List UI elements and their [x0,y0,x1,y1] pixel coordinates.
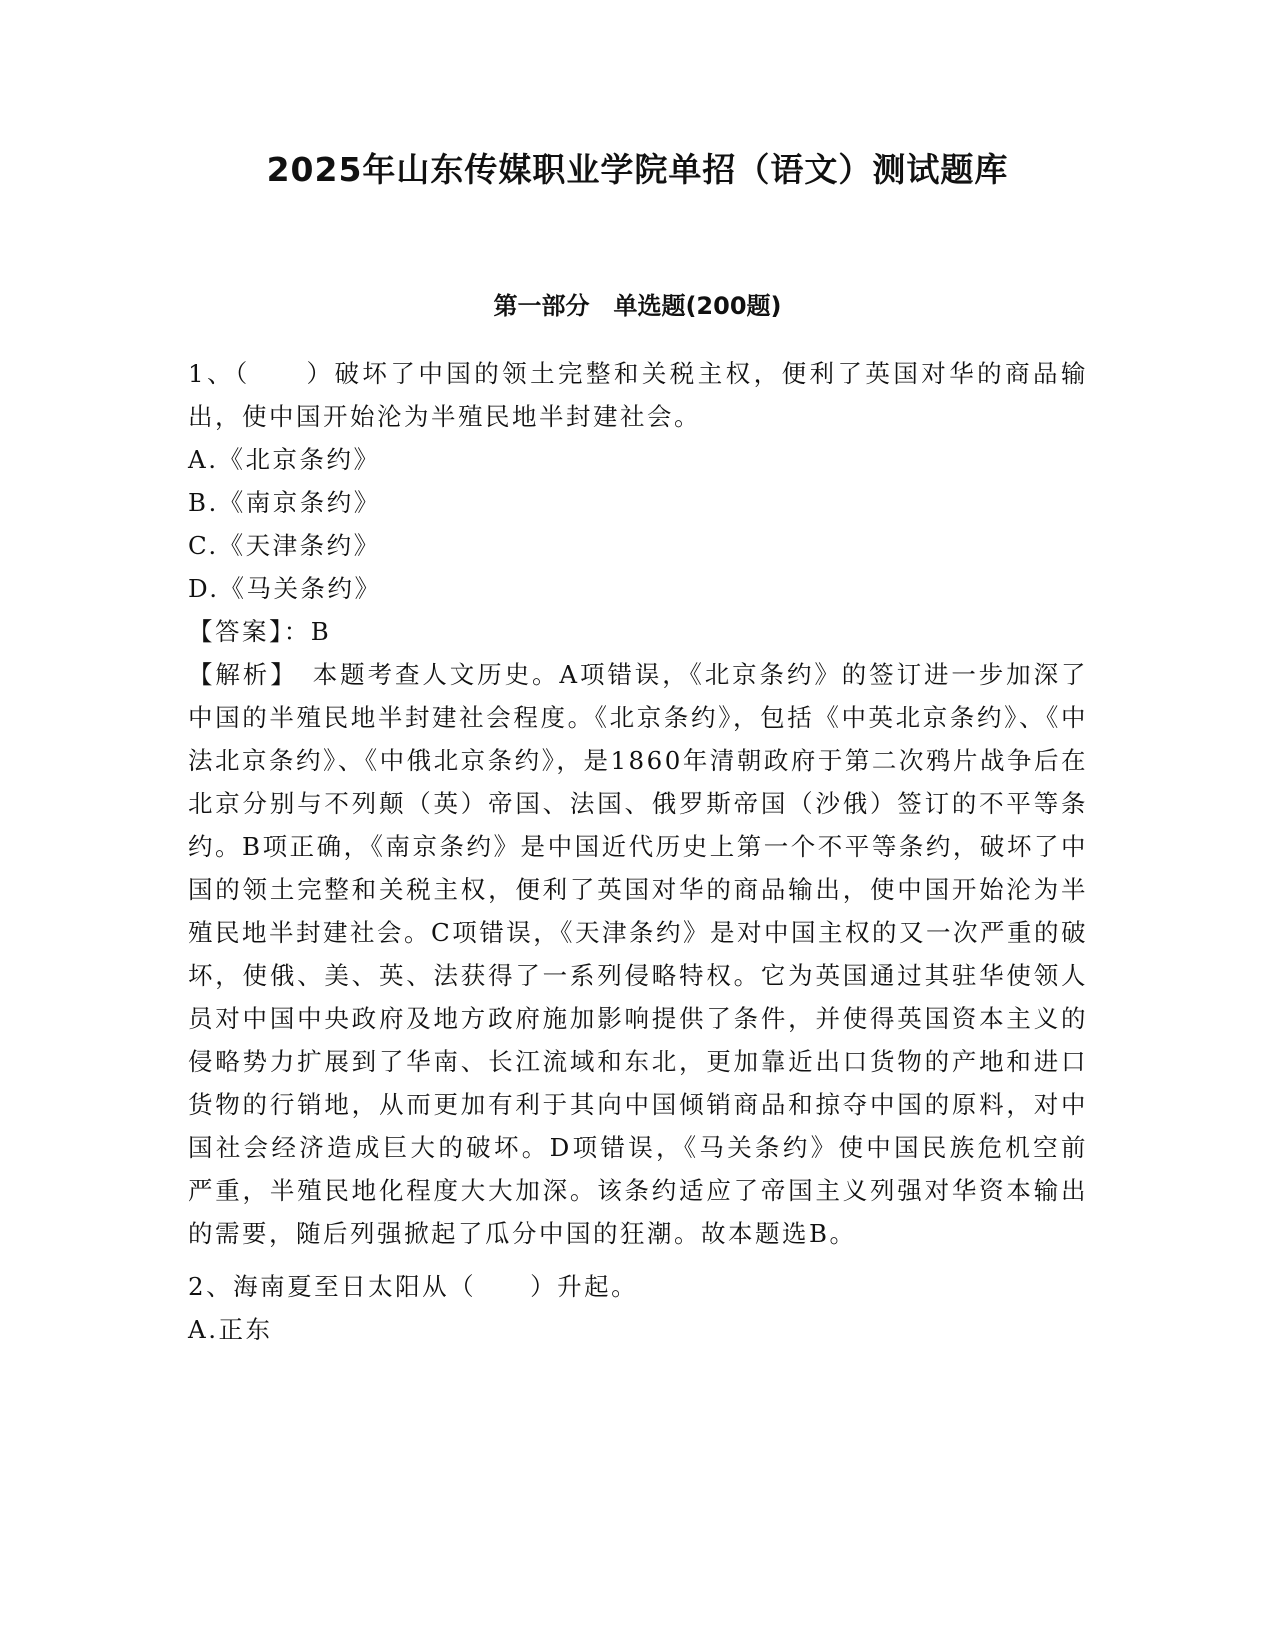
question-1 [188,352,1088,1255]
option-a: A.正东 [188,1315,273,1344]
analysis: 【解析】 本题考查人文历史。A项错误，《北京条约》的签订进一步加深了中国的半殖民地半封建社会程度。《北京条约》，包括《中英北京条约》、《中法北京条约》、《中俄北京条约》，是1860年清朝政府于第二次鸦片战争后在北京分别与不列颠（英）帝国、法国、俄罗斯帝国（沙俄）签订的不平等条约。B项正确，《南京条约》是中国近代历史上第一个不平等条约，破坏了中国的领土完整和关税主权，便利了英国对华的商品输出，使中国开始沦为半殖民地半封建社会。C项错误，《天津条约》是对中国主权的又一次严重的破坏，使俄、美、英、法获得了一系列侵略特权。它为英国通过其驻华使领人员对中国中央政府及地方政府施加影响提供了条件，并使得英国资本主义的侵略势力扩展到了华南、长江流域和东北，更加靠近出口货物的产地和进口货物的行销地，从而更加有利于其向中国倾销商品和掠夺中国的原料，对中国社会经济造成巨大的破坏。D项错误，《马关条约》使中国民族危机空前严重，半殖民地化程度大大加深。该条约适应了帝国主义列强对华资本输出的需要，随后列强掀起了瓜分中国的狂潮。故本题选B。 [188,660,1088,1248]
answer: 【答案】：B [188,617,332,646]
option-a: A.《北京条约》 [188,445,381,474]
question-list [188,352,1088,1351]
option-d: D.《马关条约》 [188,574,382,603]
question-stem: 1、（ ）破坏了中国的领土完整和关税主权，便利了英国对华的商品输出，使中国开始沦为半殖民地半封建社会。 [188,359,1088,431]
option-c: C.《天津条约》 [188,531,381,560]
section-title: 第一部分 单选题(200题) [493,292,782,320]
question-2 [188,1265,1088,1351]
document-title: 2025年山东传媒职业学院单招（语文）测试题库 [266,150,1009,189]
question-stem: 2、海南夏至日太阳从（ ）升起。 [188,1272,639,1301]
option-b: B.《南京条约》 [188,488,381,517]
